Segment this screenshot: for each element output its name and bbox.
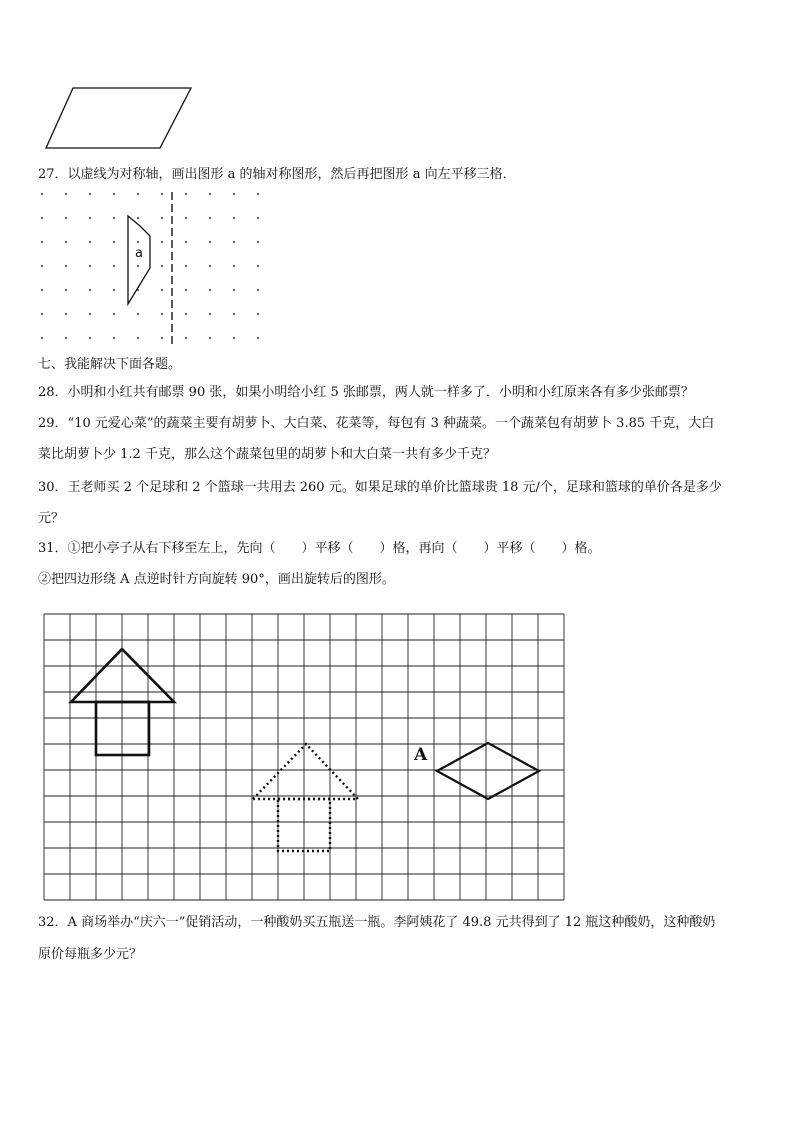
grid-dot [257, 289, 259, 291]
grid-dot [137, 265, 139, 267]
grid-dot [41, 265, 43, 267]
square-grid-figure [40, 610, 570, 902]
grid-dot [89, 217, 91, 219]
grid-dot [185, 241, 187, 243]
grid-dot [161, 337, 163, 339]
grid-dot [113, 313, 115, 315]
grid-dot [185, 193, 187, 195]
grid-dot [41, 313, 43, 315]
grid-dot [233, 217, 235, 219]
grid-dot [113, 217, 115, 219]
question-29-line-2: 菜比胡萝卜少 1.2 千克，那么这个蔬菜包里的胡萝卜和大白菜一共有多少千克？ [38, 447, 496, 462]
grid-dot [161, 313, 163, 315]
grid-dot [257, 217, 259, 219]
grid-dot [185, 265, 187, 267]
question-30-line-2: 元？ [38, 511, 65, 526]
grid-dot [137, 217, 139, 219]
grid-dot [113, 337, 115, 339]
grid-dot [209, 193, 211, 195]
grid-dot [257, 193, 259, 195]
grid-dot [65, 313, 67, 315]
point-a-label: A [414, 745, 428, 765]
grid-dot [65, 193, 67, 195]
grid-lines [44, 614, 564, 900]
grid-dot [233, 289, 235, 291]
grid-dot [209, 241, 211, 243]
grid-dot [65, 265, 67, 267]
parallelogram-figure [40, 84, 200, 154]
grid-dot [233, 265, 235, 267]
grid-dot [257, 265, 259, 267]
section-7-heading: 七、我能解决下面各题。 [38, 357, 182, 372]
grid-dot [233, 193, 235, 195]
grid-dot [185, 289, 187, 291]
grid-dot [257, 313, 259, 315]
pavilion-roof [71, 649, 174, 702]
dot-grid-figure [36, 188, 266, 348]
dotted-pavilion-roof [253, 744, 358, 799]
question-30-line-1: 30．王老师买 2 个足球和 2 个篮球一共用去 260 元。如果足球的单价比篮球贵 18 元/个，足球和篮球的单价各是多少 [38, 480, 722, 495]
pavilion-body [96, 702, 149, 755]
question-29-line-1: 29．“10 元爱心菜”的蔬菜主要有胡萝卜、大白菜、花菜等，每包有 3 种蔬菜。一个蔬菜包有胡萝卜 3.85 千克，大白 [38, 416, 715, 431]
grid-dot [65, 217, 67, 219]
question-27: 27．以虚线为对称轴，画出图形 a 的轴对称图形，然后再把图形 a 向左平移三格． [38, 167, 516, 182]
grid-dot [89, 265, 91, 267]
grid-dot [113, 265, 115, 267]
grid-dot [41, 217, 43, 219]
grid-dot [65, 289, 67, 291]
grid-dot [137, 313, 139, 315]
grid-dot [113, 289, 115, 291]
grid-dot [41, 289, 43, 291]
grid-dot [209, 313, 211, 315]
grid-dot [89, 241, 91, 243]
grid-dot [161, 241, 163, 243]
grid-dot [209, 265, 211, 267]
shape-a-label: a [135, 246, 143, 261]
grid-dot [161, 265, 163, 267]
grid-dot [137, 241, 139, 243]
grid-dot [41, 241, 43, 243]
grid-dot [113, 193, 115, 195]
question-32-line-2: 原价每瓶多少元？ [38, 947, 143, 962]
grid-dot [161, 193, 163, 195]
grid-dot [113, 241, 115, 243]
grid-dot [209, 289, 211, 291]
grid-dot [209, 337, 211, 339]
grid-dot [65, 241, 67, 243]
grid-dot [185, 313, 187, 315]
grid-dot [41, 193, 43, 195]
question-31-part-1: 31．①把小亭子从右下移至左上，先向（ ）平移（ ）格，再向（ ）平移（ ）格。 [38, 541, 601, 556]
grid-dot [233, 337, 235, 339]
grid-dot [209, 217, 211, 219]
grid-dot [161, 289, 163, 291]
grid-dot [257, 337, 259, 339]
grid-dot [137, 193, 139, 195]
grid-dot [233, 241, 235, 243]
grid-dot [185, 217, 187, 219]
grid-dot [161, 217, 163, 219]
grid-dot [41, 337, 43, 339]
grid-dot [89, 193, 91, 195]
grid-dot [185, 337, 187, 339]
question-31-part-2: ②把四边形绕 A 点逆时针方向旋转 90°，画出旋转后的图形。 [38, 572, 395, 587]
grid-dot [137, 337, 139, 339]
grid-dot [65, 337, 67, 339]
grid-dot [233, 313, 235, 315]
grid-dot [89, 289, 91, 291]
question-32-line-1: 32．A 商场举办“庆六一”促销活动，一种酸奶买五瓶送一瓶。李阿姨花了 49.8 元共得到了 12 瓶这种酸奶，这种酸奶 [38, 915, 716, 930]
grid-dot [89, 313, 91, 315]
grid-dot [257, 241, 259, 243]
grid-dot [89, 337, 91, 339]
rhombus-quadrilateral [437, 743, 539, 799]
question-28: 28．小明和小红共有邮票 90 张，如果小明给小红 5 张邮票，两人就一样多了．小明和小红原来各有多少张邮票？ [38, 385, 694, 400]
